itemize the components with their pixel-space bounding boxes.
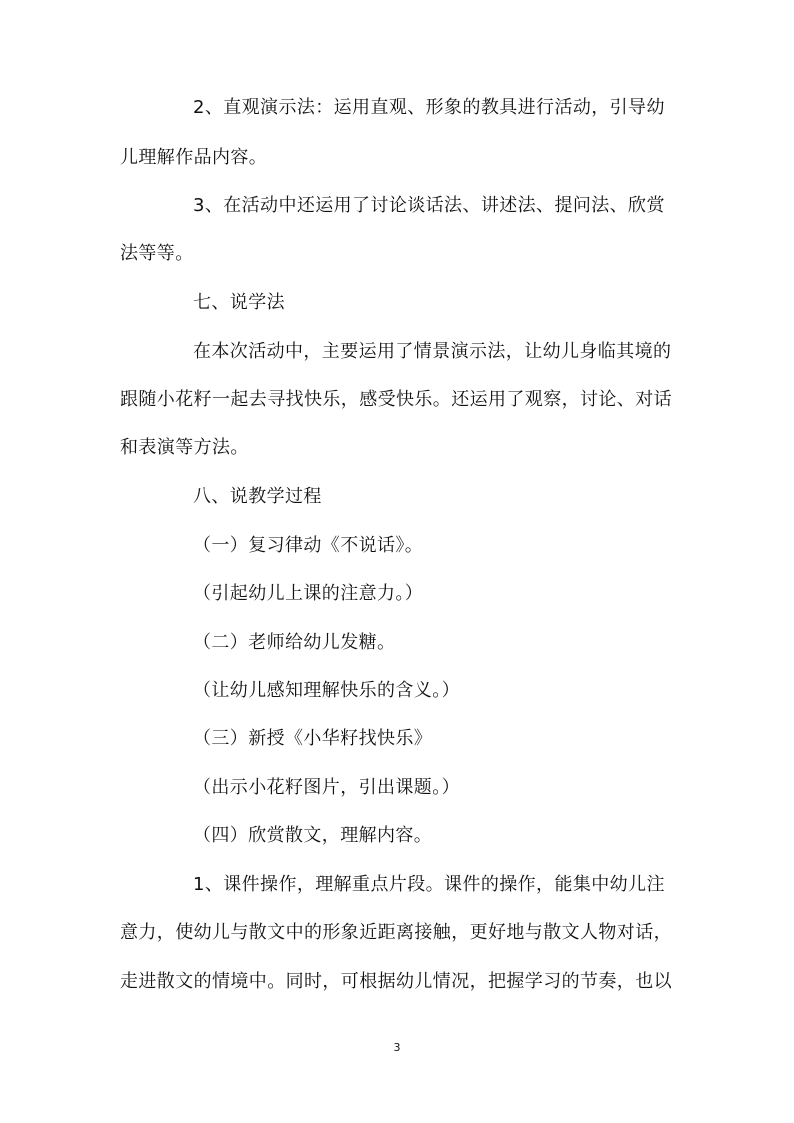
paragraph-line: （四）欣赏散文，理解内容。	[193, 825, 433, 846]
page-number: 3	[393, 1041, 401, 1054]
paragraph-line: （引起幼儿上课的注意力。）	[193, 583, 424, 604]
paragraph-line: （让幼儿感知理解快乐的含义。）	[193, 680, 460, 701]
paragraph-line: （二）老师给幼儿发糖。	[193, 632, 396, 653]
paragraph-line: 和表演等方法。	[120, 437, 249, 458]
paragraph-line: 跟随小花籽一起去寻找快乐，感受快乐。还运用了观察，讨论、对话	[120, 389, 672, 410]
paragraph-line: （一）复习律动《不说话》。	[193, 535, 424, 556]
paragraph-line: 儿理解作品内容。	[120, 147, 268, 168]
paragraph-line: 意力，使幼儿与散文中的形象近距离接触，更好地与散文人物对话，	[120, 922, 672, 943]
paragraph-line: 走进散文的情境中。同时，可根据幼儿情况，把握学习的节奏，也以	[120, 971, 672, 992]
section-heading: 七、说学法	[193, 292, 285, 313]
paragraph-line: 1、课件操作，理解重点片段。课件的操作，能集中幼儿注	[193, 874, 665, 895]
paragraph-line: 法等等。	[120, 243, 194, 264]
paragraph-line: （出示小花籽图片，引出课题。）	[193, 777, 460, 798]
section-heading: 八、说教学过程	[193, 486, 322, 507]
paragraph-line: （三）新授《小华籽找快乐》	[193, 728, 433, 749]
paragraph-line: 在本次活动中，主要运用了情景演示法，让幼儿身临其境的	[193, 341, 672, 362]
paragraph-line: 3、在活动中还运用了讨论谈话法、讲述法、提问法、欣赏	[193, 195, 665, 216]
paragraph-line: 2、直观演示法：运用直观、形象的教具进行活动，引导幼	[193, 97, 665, 118]
